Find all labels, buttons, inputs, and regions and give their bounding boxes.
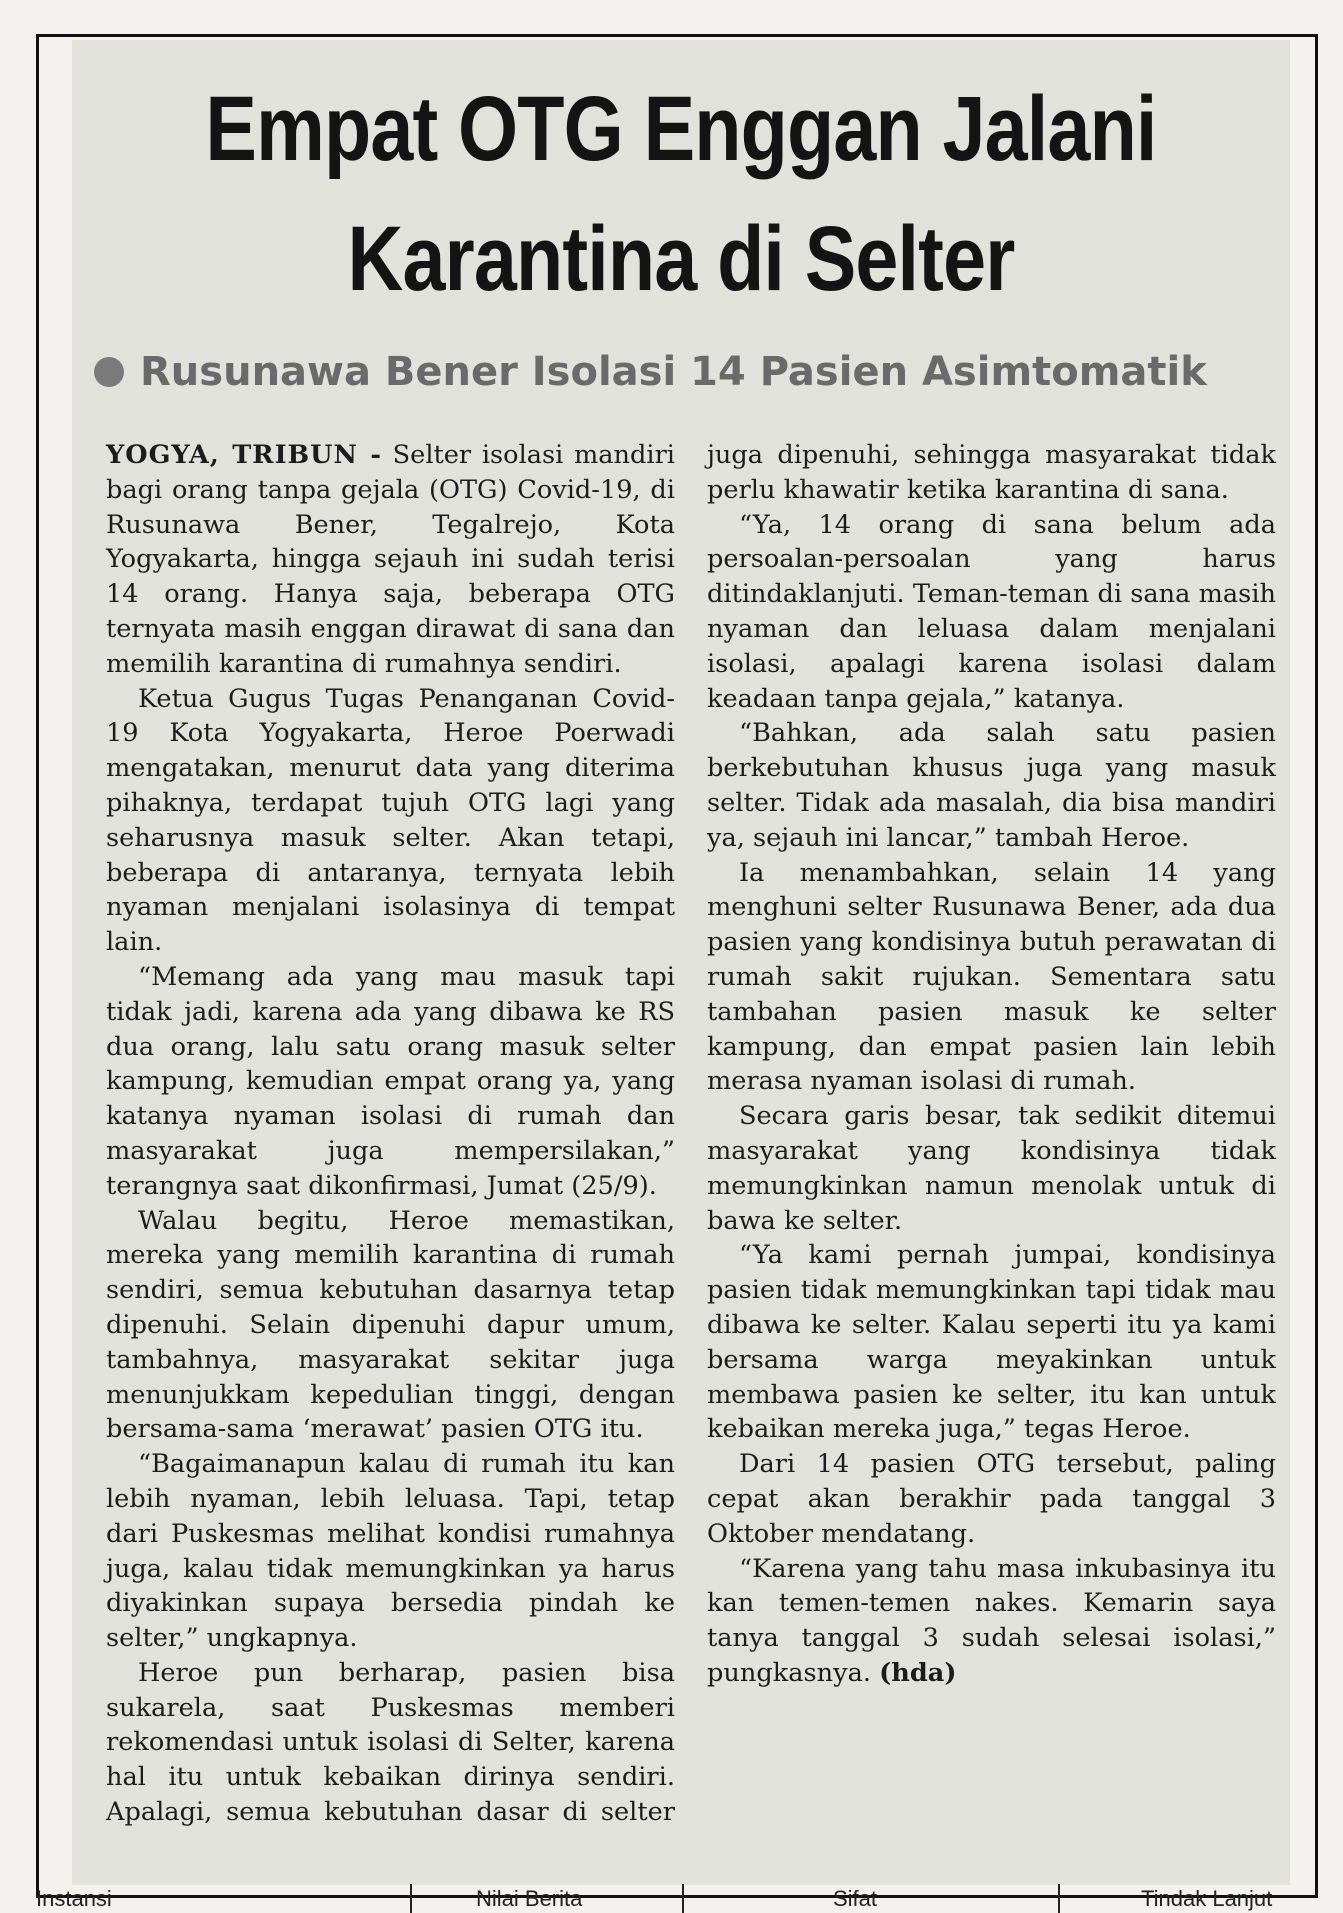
author-signature: (hda) xyxy=(879,1657,957,1688)
footer-divider xyxy=(410,1884,412,1913)
headline-line-1: Empat OTG Enggan Jalani xyxy=(205,78,1157,180)
paragraph-13 xyxy=(707,1552,1276,1691)
newspaper-clipping xyxy=(72,40,1290,1885)
subheadline xyxy=(72,344,1290,400)
bullet-icon xyxy=(94,357,124,387)
headline-line-2: Karantina di Selter xyxy=(347,208,1015,310)
paragraph-13-text: “Karena yang tahu masa inkubasinya itu kan temen-temen nakes. Kemarin saya tanya tanggal 3 sudah selesai isolasi,” pungkasnya. xyxy=(707,1553,1276,1688)
footer-nilai-berita: Nilai Berita xyxy=(476,1886,583,1911)
paragraph-1-text: Selter isolasi mandiri bagi orang tanpa gejala (OTG) Covid-19, di Rusunawa Bener, Tegalrejo, Kota Yogyakarta, hingga sejauh ini sudah terisi 14 orang. Hanya saja, beberapa OTG ternyata masih enggan dirawat di sana dan memilih karantina di rumahnya sendiri. xyxy=(106,440,675,679)
dateline: YOGYA, TRIBUN - xyxy=(106,440,382,470)
footer-divider xyxy=(1058,1884,1060,1913)
headline xyxy=(169,64,1192,324)
paragraph-7: “Ya, 14 orang di sana belum ada persoalan-persoalan yang harus ditindaklanjuti. Teman-teman di sana masih nyaman dan leluasa dalam menjalani isolasi, apalagi karena isolasi dalam keadaan tanpa gejala,” katanya. xyxy=(707,509,1276,714)
paragraph-8: “Bahkan, ada salah satu pasien berkebutuhan khusus juga yang masuk selter. Tidak ada masalah, dia bisa mandiri ya, sejauh ini lancar,” tambah Heroe. xyxy=(707,718,1276,853)
paragraph-1 xyxy=(106,438,675,682)
footer-divider xyxy=(682,1884,684,1913)
paragraph-6: Heroe pun berharap, pasien bisa sukarela, saat Puskesmas memberi rekomendasi untuk isolasi di Selter, karena hal itu untuk kebaikan dirinya sendiri. Apalagi, semua kebutuhan dasar di selter juga dipenuhi, sehingga masyarakat tidak perlu khawatir ketika karantina di sana. xyxy=(106,440,1276,1828)
footer-instansi: Instansi xyxy=(36,1886,112,1911)
paragraph-2: Ketua Gugus Tugas Penanganan Covid-19 Kota Yogyakarta, Heroe Poerwadi mengatakan, menurut data yang diterima pihaknya, terdapat tujuh OTG lagi yang seharusnya masuk selter. Akan tetapi, beberapa di antaranya, ternyata lebih nyaman menjalani isolasinya di tempat lain. xyxy=(106,683,675,958)
footer-tindak-lanjut: Tindak Lanjut xyxy=(1141,1886,1273,1911)
paragraph-9: Ia menambahkan, selain 14 yang menghuni selter Rusunawa Bener, ada dua pasien yang kondisinya butuh perawatan di rumah sakit rujukan. Sementara satu tambahan pasien masuk ke selter kampung, dan empat pasien lain lebih merasa nyaman isolasi di rumah. xyxy=(707,857,1276,1097)
paragraph-10: Secara garis besar, tak sedikit ditemui masyarakat yang kondisinya tidak memungkinkan namun menolak untuk di bawa ke selter. xyxy=(707,1101,1276,1236)
paragraph-4: Walau begitu, Heroe memastikan, mereka yang memilih karantina di rumah sendiri, semua kebutuhan dasarnya tetap dipenuhi. Selain dipenuhi dapur umum, tambahnya, masyarakat sekitar juga menunjukkam kepedulian tinggi, dengan bersama-sama ‘merawat’ pasien OTG itu. xyxy=(106,1205,675,1445)
footer-sifat: Sifat xyxy=(833,1886,878,1911)
article-body xyxy=(106,438,1276,1868)
paragraph-5: “Bagaimanapun kalau di rumah itu kan lebih nyaman, lebih leluasa. Tapi, tetap dari Puskesmas melihat kondisi rumahnya juga, kalau tidak memungkinkan ya harus diyakinkan supaya bersedia pindah ke selter,” ungkapnya. xyxy=(106,1449,675,1654)
clipping-footer xyxy=(36,1884,1318,1913)
subheadline-text: Rusunawa Bener Isolasi 14 Pasien Asimtomatik xyxy=(140,349,1207,395)
paragraph-12: Dari 14 pasien OTG tersebut, paling cepat akan berakhir pada tanggal 3 Oktober mendatang. xyxy=(707,1449,1276,1549)
paragraph-3: “Memang ada yang mau masuk tapi tidak jadi, karena ada yang dibawa ke RS dua orang, lalu satu orang masuk selter kampung, kemudian empat orang ya, yang katanya nyaman isolasi di rumah dan masyarakat juga mempersilakan,” terangnya saat dikonfirmasi, Jumat (25/9). xyxy=(106,961,675,1201)
paragraph-11: “Ya kami pernah jumpai, kondisinya pasien tidak memungkinkan tapi tidak mau dibawa ke selter. Kalau seperti itu ya kami bersama warga meyakinkan untuk membawa pasien ke selter, itu kan untuk kebaikan mereka juga,” tegas Heroe. xyxy=(707,1240,1276,1445)
